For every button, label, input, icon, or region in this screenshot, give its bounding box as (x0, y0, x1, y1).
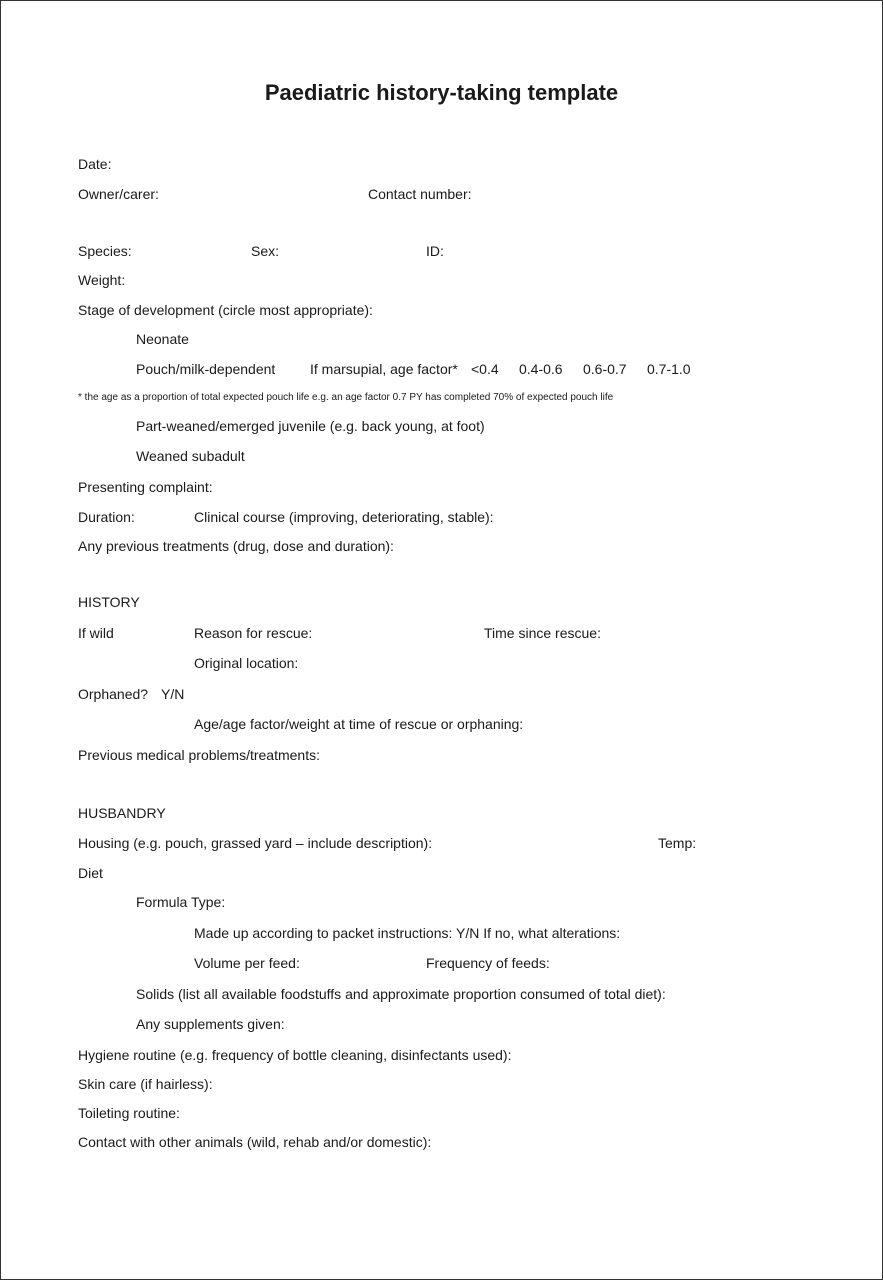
age-factor-option: <0.4 (471, 361, 499, 377)
skin-care-label: Skin care (if hairless): (78, 1076, 213, 1092)
footnote: * the age as a proportion of total expected pouch life e.g. an age factor 0.7 PY has completed 70% of expected pouch life (78, 392, 614, 403)
date-label: Date: (78, 156, 112, 172)
page-title: Paediatric history-taking template (264, 80, 619, 105)
age-factor-option: 0.7-1.0 (647, 361, 691, 377)
toileting-routine-label: Toileting routine: (78, 1105, 180, 1121)
orphaned-label: Orphaned? (78, 686, 149, 702)
age-factor-option: 0.6-0.7 (583, 361, 627, 377)
original-location-label: Original location: (194, 655, 299, 671)
time-since-rescue-label: Time since rescue: (484, 625, 601, 641)
orphaned-yn: Y/N (161, 686, 185, 702)
stage-weaned-subadult: Weaned subadult (136, 448, 245, 464)
stage-neonate: Neonate (136, 331, 189, 347)
history-heading: HISTORY (78, 594, 140, 610)
age-at-rescue-label: Age/age factor/weight at time of rescue or orphaning: (194, 716, 524, 732)
owner-carer-label: Owner/carer: (78, 186, 159, 202)
hygiene-routine-label: Hygiene routine (e.g. frequency of bottle cleaning, disinfectants used): (78, 1047, 512, 1063)
husbandry-heading: HUSBANDRY (78, 805, 166, 821)
housing-label: Housing (e.g. pouch, grassed yard – include description): (78, 835, 433, 851)
age-factor-option: 0.4-0.6 (519, 361, 563, 377)
presenting-complaint-label: Presenting complaint: (78, 479, 213, 495)
stage-pouch-milk-dependent: Pouch/milk-dependent (136, 361, 276, 377)
marsupial-age-factor-label: If marsupial, age factor* (310, 361, 458, 377)
weight-label: Weight: (78, 272, 126, 288)
if-wild-label: If wild (78, 625, 114, 641)
duration-label: Duration: (78, 509, 135, 525)
solids-label: Solids (list all available foodstuffs and approximate proportion consumed of total diet): (136, 986, 666, 1002)
reason-for-rescue-label: Reason for rescue: (194, 625, 313, 641)
supplements-label: Any supplements given: (136, 1016, 285, 1032)
formula-type-label: Formula Type: (136, 894, 226, 910)
previous-medical-label: Previous medical problems/treatments: (78, 747, 320, 763)
sex-label: Sex: (251, 243, 280, 259)
id-label: ID: (426, 243, 444, 259)
contact-animals-label: Contact with other animals (wild, rehab and/or domestic): (78, 1134, 432, 1150)
previous-treatments-label: Any previous treatments (drug, dose and duration): (78, 538, 394, 554)
stage-of-development-label: Stage of development (circle most appropriate): (78, 302, 373, 318)
volume-per-feed-label: Volume per feed: (194, 955, 300, 971)
frequency-of-feeds-label: Frequency of feeds: (426, 955, 550, 971)
contact-number-label: Contact number: (368, 186, 472, 202)
temp-label: Temp: (658, 835, 697, 851)
made-up-label: Made up according to packet instructions: Y/N If no, what alterations: (194, 925, 621, 941)
stage-part-weaned: Part-weaned/emerged juvenile (e.g. back young, at foot) (136, 418, 485, 434)
clinical-course-label: Clinical course (improving, deteriorating, stable): (194, 509, 494, 525)
diet-label: Diet (78, 865, 103, 881)
species-label: Species: (78, 243, 132, 259)
